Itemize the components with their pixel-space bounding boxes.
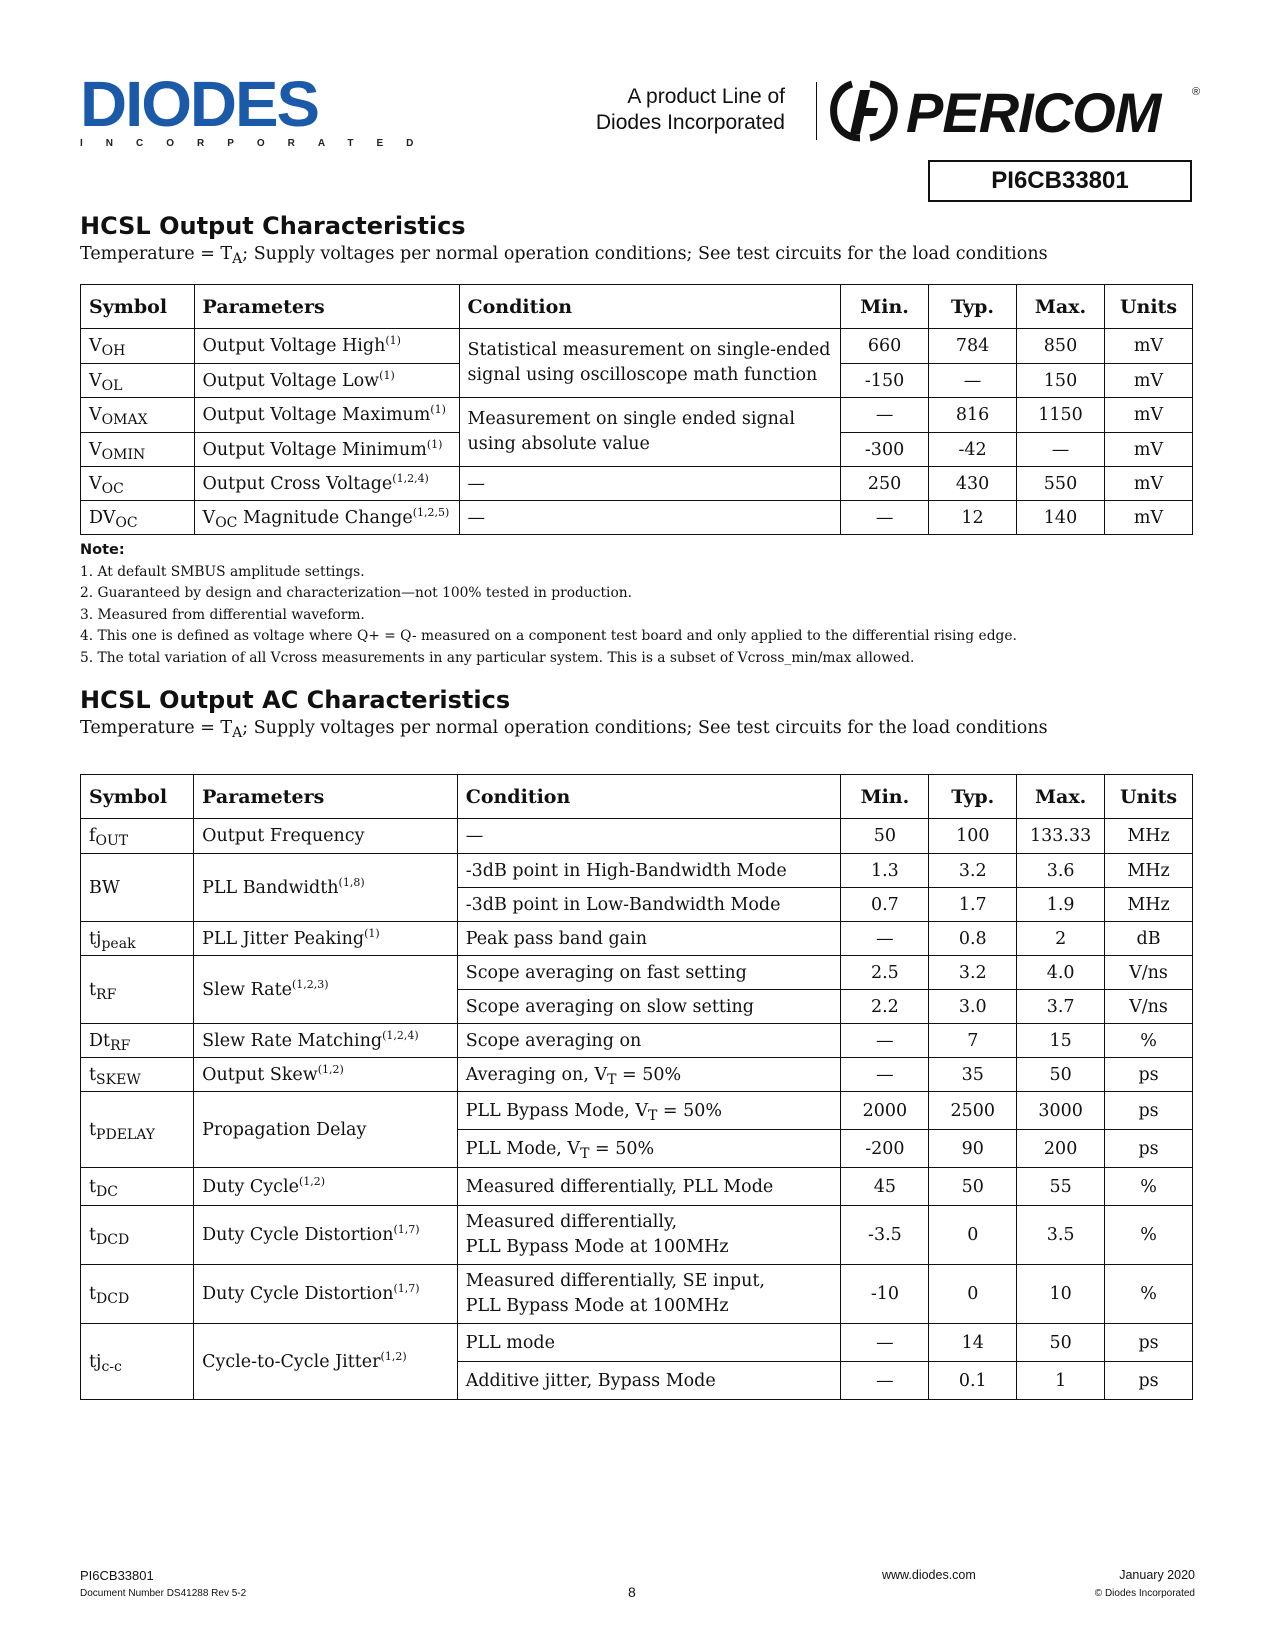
min-cell: 45 (841, 1168, 929, 1206)
max-cell: 55 (1017, 1168, 1105, 1206)
condition-cell: PLL Mode, $V_T = 50\%$ (457, 1130, 841, 1168)
units-cell: dB (1105, 922, 1193, 956)
header-typ: Typ. (929, 285, 1017, 329)
condition-cell: Statistical measurement on single-ended signal using oscilloscope math function (459, 329, 841, 398)
min-cell: -300 (841, 433, 929, 467)
condition-cell: Scope averaging on slow setting (457, 990, 841, 1024)
condition-cell: Averaging on, $V_T = 50\%$ (457, 1058, 841, 1092)
pericom-emblem-icon (830, 80, 900, 142)
min-cell: 2.2 (841, 990, 929, 1024)
units-cell: mV (1104, 501, 1192, 535)
diodes-logo-text: DIODES (80, 68, 319, 140)
table-row (81, 819, 1193, 854)
condition-cell: Measured differentially, SE input, PLL Bypass Mode at 100MHz (457, 1265, 841, 1324)
ac-subtitle-sub: A (232, 725, 243, 741)
symbol-cell: $t_{SKEW}$ (81, 1058, 194, 1092)
symbol-cell: $V_{OMIN}$ (81, 433, 195, 467)
dc-section-title: HCSL Output Characteristics (80, 212, 466, 240)
typ-cell: 3.2 (929, 854, 1017, 888)
max-cell: 3.5 (1017, 1206, 1105, 1265)
units-cell: V/ns (1105, 956, 1193, 990)
notes-block (80, 540, 1017, 669)
parameter-cell: Duty Cycle Distortion$^{(1,7)}$ (194, 1265, 458, 1324)
symbol-cell: $tj_{peak}$ (81, 922, 194, 956)
ac-subtitle-pre: Temperature = T (80, 718, 233, 738)
header-units: Units (1105, 775, 1193, 819)
parameter-cell: Output Voltage Maximum$^{(1)}$ (194, 398, 459, 433)
table-row (81, 1206, 1193, 1265)
typ-cell: 7 (929, 1024, 1017, 1058)
pericom-registered-mark: ® (1192, 86, 1201, 98)
units-cell: MHz (1105, 854, 1193, 888)
pericom-logo (830, 80, 1200, 146)
units-cell: mV (1104, 329, 1192, 364)
units-cell: ps (1105, 1058, 1193, 1092)
min-cell: -3.5 (841, 1206, 929, 1265)
ac-section-title: HCSL Output AC Characteristics (80, 686, 511, 714)
min-cell: — (841, 922, 929, 956)
units-cell: ps (1105, 1362, 1193, 1400)
typ-cell: 3.0 (929, 990, 1017, 1024)
typ-cell: 0.1 (929, 1362, 1017, 1400)
condition-cell: PLL mode (457, 1324, 841, 1362)
typ-cell: — (929, 364, 1017, 398)
symbol-cell: $t_{DC}$ (81, 1168, 194, 1206)
parameter-cell: Output Cross Voltage$^{(1,2,4)}$ (194, 467, 459, 501)
condition-cell: Additive jitter, Bypass Mode (457, 1362, 841, 1400)
table-header-row (81, 285, 1193, 329)
table-row (81, 1324, 1193, 1362)
symbol-cell: $tj_{c-c}$ (81, 1324, 194, 1400)
symbol-cell: $V_{OH}$ (81, 329, 195, 364)
symbol-cell: $DV_{OC}$ (81, 501, 195, 535)
typ-cell: 2500 (929, 1092, 1017, 1130)
header-symbol: Symbol (81, 285, 195, 329)
condition-cell: Scope averaging on (457, 1024, 841, 1058)
units-cell: V/ns (1105, 990, 1193, 1024)
max-cell: 200 (1017, 1130, 1105, 1168)
symbol-cell: BW (81, 854, 194, 922)
table-row (81, 1058, 1193, 1092)
table-row (81, 854, 1193, 888)
ac-characteristics-table (80, 774, 1193, 1400)
header-units: Units (1104, 285, 1192, 329)
units-cell: % (1105, 1168, 1193, 1206)
dc-characteristics-table (80, 284, 1193, 535)
typ-cell: 90 (929, 1130, 1017, 1168)
min-cell: 1.3 (841, 854, 929, 888)
product-line-2: Diodes Incorporated (595, 111, 785, 134)
typ-cell: 35 (929, 1058, 1017, 1092)
condition-cell: PLL Bypass Mode, $V_T = 50\%$ (457, 1092, 841, 1130)
units-cell: MHz (1105, 888, 1193, 922)
condition-cell: Measured differentially, PLL Mode (457, 1168, 841, 1206)
max-cell: 3000 (1017, 1092, 1105, 1130)
typ-cell: 816 (929, 398, 1017, 433)
typ-cell: 3.2 (929, 956, 1017, 990)
table-row (81, 467, 1193, 501)
table-row (81, 398, 1193, 433)
header-max: Max. (1017, 285, 1105, 329)
parameter-cell: Output Voltage High$^{(1)}$ (194, 329, 459, 364)
header-typ: Typ. (929, 775, 1017, 819)
parameter-cell: Cycle-to-Cycle Jitter$^{(1,2)}$ (194, 1324, 458, 1400)
part-number-box: PI6CB33801 (928, 160, 1192, 202)
table-row (81, 956, 1193, 990)
condition-cell: — (459, 467, 841, 501)
header-condition: Condition (457, 775, 841, 819)
min-cell: — (841, 1362, 929, 1400)
footer-part-number: PI6CB33801 (80, 1568, 154, 1583)
product-line-1: A product Line of (627, 85, 785, 108)
typ-cell: 100 (929, 819, 1017, 854)
diodes-logo (80, 68, 437, 152)
note-item: 4. This one is defined as voltage where Q+ = Q- measured on a component test board and only applied to the differential rising edge. (80, 628, 1017, 644)
units-cell: ps (1105, 1092, 1193, 1130)
min-cell: 2.5 (841, 956, 929, 990)
parameter-cell: Output Voltage Low$^{(1)}$ (194, 364, 459, 398)
units-cell: % (1105, 1265, 1193, 1324)
symbol-cell: $t_{DCD}$ (81, 1265, 194, 1324)
units-cell: mV (1104, 364, 1192, 398)
min-cell: — (841, 1058, 929, 1092)
symbol-cell: $V_{OL}$ (81, 364, 195, 398)
typ-cell: 0.8 (929, 922, 1017, 956)
table-row (81, 1265, 1193, 1324)
min-cell: 50 (841, 819, 929, 854)
table-row (81, 922, 1193, 956)
note-item: 5. The total variation of all Vcross measurements in any particular system. This is a subset of Vcross_min/max allowed. (80, 649, 915, 666)
header-min: Min. (841, 285, 929, 329)
header-max: Max. (1017, 775, 1105, 819)
table-row (81, 1024, 1193, 1058)
note-item: 1. At default SMBUS amplitude settings. (80, 563, 365, 580)
table-header-row (81, 775, 1193, 819)
note-item: 2. Guaranteed by design and characterization—not 100% tested in production. (80, 585, 633, 601)
note-item: 3. Measured from differential waveform. (80, 606, 365, 623)
max-cell: 1150 (1017, 398, 1105, 433)
table-row (81, 329, 1193, 364)
pericom-logo-text: PERICOM (906, 81, 1161, 144)
min-cell: — (841, 501, 929, 535)
max-cell: 3.7 (1017, 990, 1105, 1024)
typ-cell: 0 (929, 1265, 1017, 1324)
typ-cell: 1.7 (929, 888, 1017, 922)
parameter-cell: PLL Jitter Peaking$^{(1)}$ (194, 922, 458, 956)
max-cell: — (1017, 433, 1105, 467)
condition-cell: Scope averaging on fast setting (457, 956, 841, 990)
min-cell: 250 (841, 467, 929, 501)
footer-date: January 2020 (1119, 1568, 1195, 1582)
symbol-cell: $V_{OC}$ (81, 467, 195, 501)
units-cell: ps (1105, 1324, 1193, 1362)
parameter-cell: Output Skew$^{(1,2)}$ (194, 1058, 458, 1092)
symbol-cell: $t_{PDELAY}$ (81, 1092, 194, 1168)
min-cell: — (841, 1024, 929, 1058)
header-symbol: Symbol (81, 775, 194, 819)
min-cell: -10 (841, 1265, 929, 1324)
typ-cell: 14 (929, 1324, 1017, 1362)
header-parameters: Parameters (194, 285, 459, 329)
units-cell: mV (1104, 467, 1192, 501)
max-cell: 1 (1017, 1362, 1105, 1400)
max-cell: 3.6 (1017, 854, 1105, 888)
max-cell: 133.33 (1017, 819, 1105, 854)
units-cell: mV (1104, 398, 1192, 433)
min-cell: — (841, 398, 929, 433)
min-cell: — (841, 1324, 929, 1362)
max-cell: 4.0 (1017, 956, 1105, 990)
parameter-cell: Duty Cycle Distortion$^{(1,7)}$ (194, 1206, 458, 1265)
typ-cell: 50 (929, 1168, 1017, 1206)
parameter-cell: PLL Bandwidth$^{(1,8)}$ (194, 854, 458, 922)
typ-cell: 784 (929, 329, 1017, 364)
header-condition: Condition (459, 285, 841, 329)
units-cell: MHz (1105, 819, 1193, 854)
parameter-cell: Slew Rate$^{(1,2,3)}$ (194, 956, 458, 1024)
dc-subtitle-sub: A (232, 251, 243, 267)
min-cell: 0.7 (841, 888, 929, 922)
table-row (81, 1168, 1193, 1206)
parameter-cell: Slew Rate Matching$^{(1,2,4)}$ (194, 1024, 458, 1058)
footer-url: www.diodes.com (882, 1568, 976, 1582)
max-cell: 15 (1017, 1024, 1105, 1058)
product-line-note (596, 84, 785, 136)
typ-cell: 12 (929, 501, 1017, 535)
parameter-cell: Propagation Delay (194, 1092, 458, 1168)
diodes-logo-subtext: INCORPORATED (80, 138, 437, 149)
parameter-cell: Duty Cycle$^{(1,2)}$ (194, 1168, 458, 1206)
dc-subtitle-post: ; Supply voltages per normal operation conditions; See test circuits for the load conditions (242, 244, 1048, 264)
max-cell: 10 (1017, 1265, 1105, 1324)
condition-cell: -3dB point in High-Bandwidth Mode (457, 854, 841, 888)
parameter-cell: $V_{OC}$ Magnitude Change$^{(1,2,5)}$ (194, 501, 459, 535)
notes-title: Note: (80, 542, 125, 558)
units-cell: mV (1104, 433, 1192, 467)
symbol-cell: $t_{RF}$ (81, 956, 194, 1024)
condition-cell: Measured differentially, PLL Bypass Mode at 100MHz (457, 1206, 841, 1265)
condition-cell: — (457, 819, 841, 854)
units-cell: % (1105, 1206, 1193, 1265)
ac-section-subtitle (80, 718, 1048, 741)
symbol-cell: $f_{OUT}$ (81, 819, 194, 854)
header-parameters: Parameters (194, 775, 458, 819)
max-cell: 150 (1017, 364, 1105, 398)
parameter-cell: Output Voltage Minimum$^{(1)}$ (194, 433, 459, 467)
typ-cell: 430 (929, 467, 1017, 501)
units-cell: % (1105, 1024, 1193, 1058)
min-cell: 660 (841, 329, 929, 364)
max-cell: 50 (1017, 1324, 1105, 1362)
table-row (81, 501, 1193, 535)
dc-section-subtitle (80, 244, 1048, 267)
max-cell: 850 (1017, 329, 1105, 364)
typ-cell: -42 (929, 433, 1017, 467)
max-cell: 140 (1017, 501, 1105, 535)
parameter-cell: Output Frequency (194, 819, 458, 854)
header-min: Min. (841, 775, 929, 819)
footer-page-number: 8 (628, 1584, 636, 1600)
table-row (81, 1092, 1193, 1130)
min-cell: 2000 (841, 1092, 929, 1130)
typ-cell: 0 (929, 1206, 1017, 1265)
min-cell: -200 (841, 1130, 929, 1168)
footer-doc-number: Document Number DS41288 Rev 5-2 (80, 1588, 247, 1599)
condition-cell: Peak pass band gain (457, 922, 841, 956)
symbol-cell: $V_{OMAX}$ (81, 398, 195, 433)
max-cell: 550 (1017, 467, 1105, 501)
max-cell: 1.9 (1017, 888, 1105, 922)
symbol-cell: $t_{DCD}$ (81, 1206, 194, 1265)
footer-copyright: © Diodes Incorporated (1094, 1588, 1195, 1599)
symbol-cell: $Dt_{RF}$ (81, 1024, 194, 1058)
min-cell: -150 (841, 364, 929, 398)
dc-subtitle-pre: Temperature = T (80, 244, 233, 264)
units-cell: ps (1105, 1130, 1193, 1168)
condition-cell: -3dB point in Low-Bandwidth Mode (457, 888, 841, 922)
header-divider (816, 82, 817, 140)
condition-cell: — (459, 501, 841, 535)
max-cell: 50 (1017, 1058, 1105, 1092)
condition-cell: Measurement on single ended signal using absolute value (459, 398, 841, 467)
ac-subtitle-post: ; Supply voltages per normal operation conditions; See test circuits for the load conditions (242, 718, 1048, 738)
max-cell: 2 (1017, 922, 1105, 956)
